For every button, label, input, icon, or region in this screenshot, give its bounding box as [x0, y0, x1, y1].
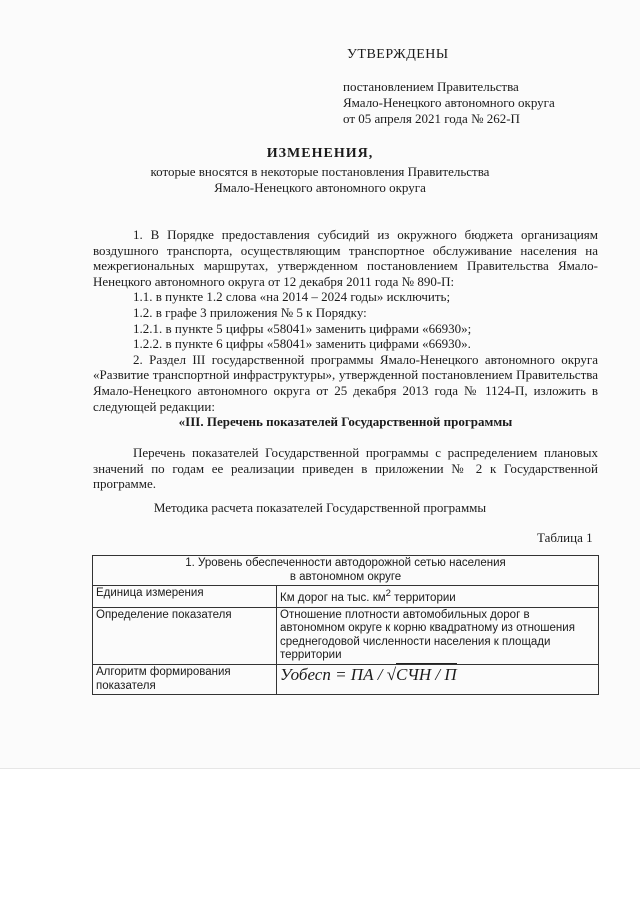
table-header-row: [93, 556, 599, 586]
table-row: [93, 664, 599, 694]
table-cell-label: Определение показателя: [93, 607, 277, 664]
paragraph-1: 1. В Порядке предоставления субсидий из окружного бюджета организациям воздушного транспорта, осуществляющим транспортное обслуживание населения на межрегиональных маршрутах, утвержденном постановлением Правительства Ямало-Ненецкого автономного округа от 12 декабря 2011 года № 890-П:: [93, 227, 598, 289]
table-header-line: в автономном округе: [289, 570, 402, 583]
decree-reference: [343, 79, 555, 127]
document-subtitle: [0, 164, 640, 196]
table-cell-value: [277, 586, 599, 607]
table-cell-label: Единица измерения: [93, 586, 277, 607]
decree-line: от 05 апреля 2021 года № 262-П: [343, 111, 520, 126]
methodika-heading: Методика расчета показателей Государственной программы: [153, 500, 487, 515]
unit-superscript: 2: [385, 588, 391, 600]
subtitle-line: Ямало-Ненецкого автономного округа: [214, 180, 426, 195]
section-1: [93, 227, 598, 430]
paragraph-1-2: 1.2. в графе 3 приложения № 5 к Порядку:: [133, 304, 367, 320]
paragraph-3: Перечень показателей Государственной программы с распределением плановых значений по годам ее реализации приведен в приложении № 2 к Государственной программе.: [93, 445, 598, 492]
table-header-cell: [93, 556, 599, 586]
unit-tail: территории: [390, 592, 456, 605]
indicator-table: [92, 555, 599, 695]
table-number: Таблица 1: [537, 530, 593, 545]
formula-lhs: Уобесп = ПА /: [280, 664, 387, 684]
table-cell-label: Алгоритм формирования показателя: [93, 664, 277, 694]
section-3: [93, 445, 598, 492]
paragraph-2: 2. Раздел III государственной программы Ямало-Ненецкого автономного округа «Развитие транспортной инфраструктуры», утвержденной постановлением Правительства Ямало-Ненецкого автономного округа от 25 декабря 2013 года № 1124-П, изложить в следующей редакции:: [93, 351, 598, 414]
table-cell-value: Отношение плотности автомобильных дорог в автономном округе к корню квадратному из отношения среднегодовой численности населения к площади территории: [277, 607, 599, 664]
decree-line: постановлением Правительства: [343, 79, 519, 94]
document-title: ИЗМЕНЕНИЯ,: [266, 146, 374, 161]
approved-stamp: УТВЕРЖДЕНЫ: [347, 47, 449, 62]
section-heading: «III. Перечень показателей Государственной программы: [178, 414, 513, 430]
paragraph-1-2-1: 1.2.1. в пункте 5 цифры «58041» заменить цифрами «66930»;: [133, 320, 472, 336]
table-row: [93, 586, 599, 607]
formula-radicand: СЧН / П: [396, 664, 457, 684]
decree-line: Ямало-Ненецкого автономного округа: [343, 95, 555, 110]
table-row: [93, 607, 599, 664]
paragraph-1-2-2: 1.2.2. в пункте 6 цифры «58041» заменить цифрами «66930».: [133, 336, 471, 352]
subtitle-line: которые вносятся в некоторые постановления Правительства: [150, 164, 490, 179]
table-header-line: 1. Уровень обеспеченности автодорожной сетью населения: [185, 557, 506, 569]
formula-cell: [277, 664, 599, 694]
paragraph-1-1: 1.1. в пункте 1.2 слова «на 2014 – 2024 годы» исключить;: [133, 289, 451, 305]
sqrt-icon: √: [386, 664, 397, 684]
unit-text: Км дорог на тыс. км: [280, 592, 386, 605]
